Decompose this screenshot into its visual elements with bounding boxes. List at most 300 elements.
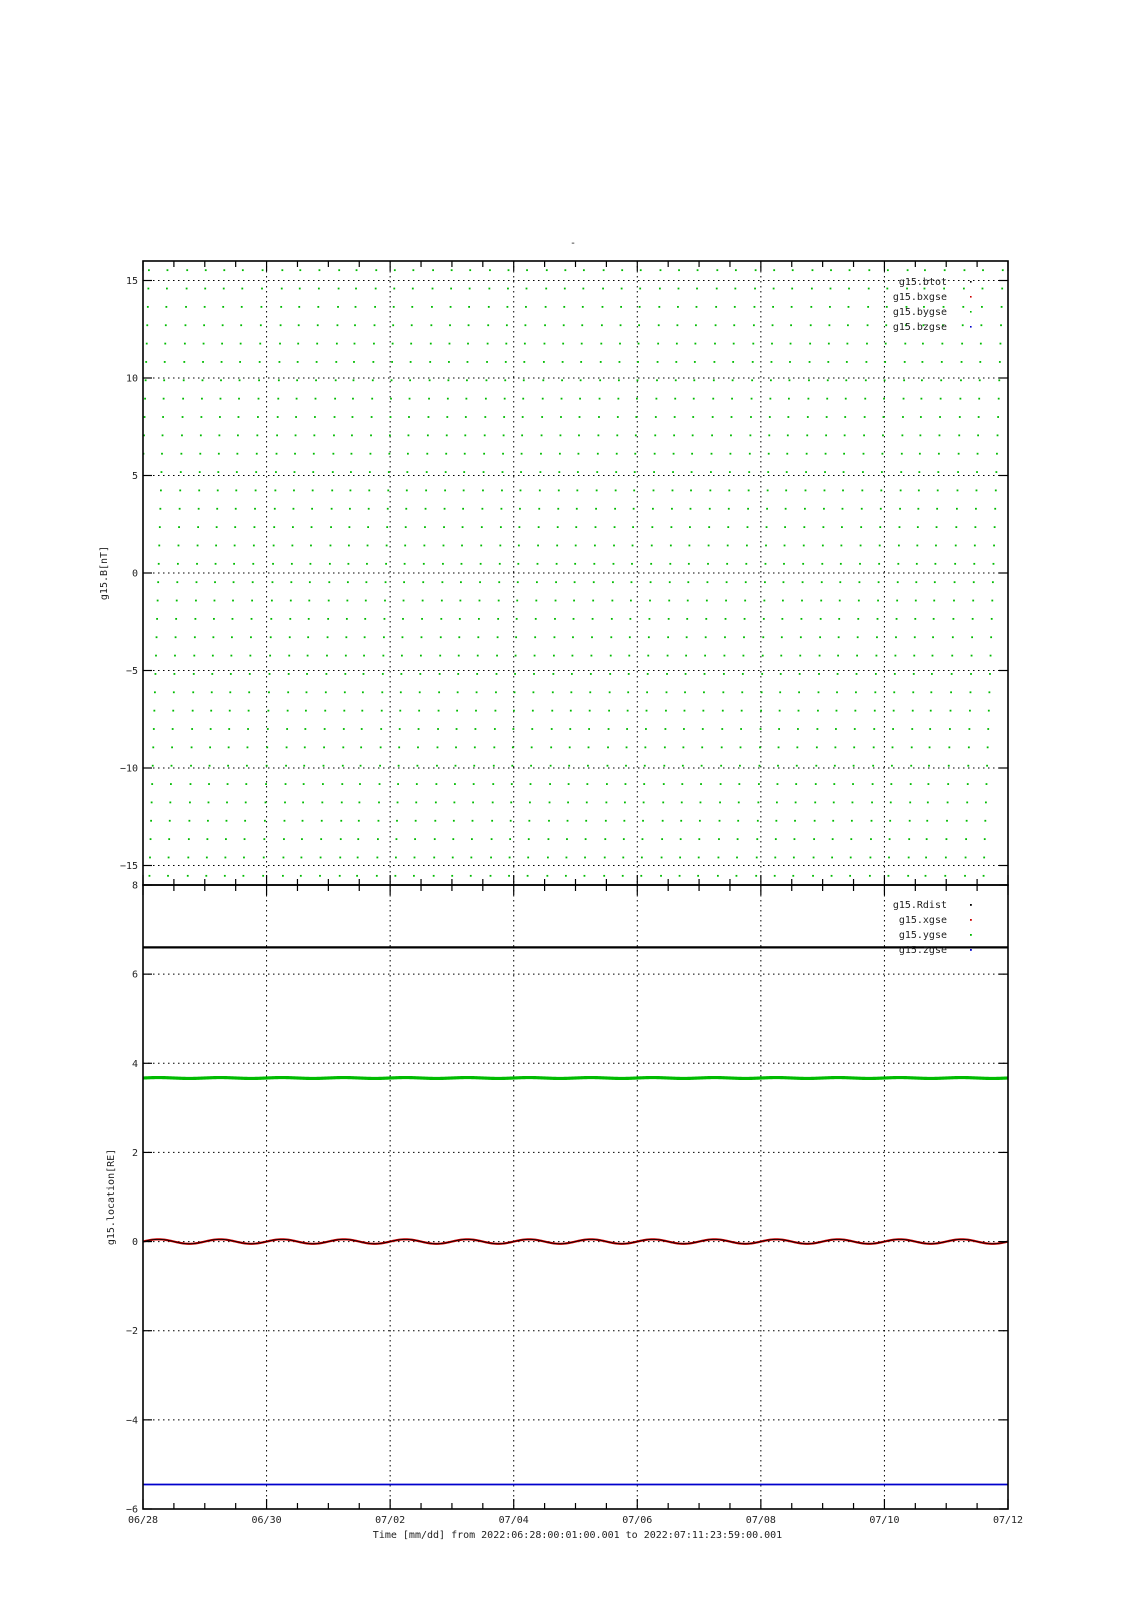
bygse-point bbox=[974, 526, 976, 528]
bottom-y-tick-label: 8 bbox=[131, 880, 138, 892]
bygse-point bbox=[464, 453, 466, 455]
bygse-point bbox=[514, 691, 516, 693]
bygse-point bbox=[341, 802, 343, 804]
bygse-point bbox=[760, 728, 762, 730]
bygse-point bbox=[709, 490, 711, 492]
bygse-point bbox=[409, 398, 411, 400]
bygse-point bbox=[325, 673, 327, 675]
bygse-point bbox=[681, 802, 683, 804]
bygse-point bbox=[591, 636, 593, 638]
bygse-point bbox=[619, 343, 621, 345]
bygse-point bbox=[530, 765, 532, 767]
bygse-point bbox=[896, 600, 898, 602]
bygse-point bbox=[720, 765, 722, 767]
bygse-point bbox=[285, 783, 287, 785]
bygse-point bbox=[895, 655, 897, 657]
bygse-point bbox=[937, 471, 939, 473]
bygse-point bbox=[450, 288, 452, 290]
bygse-point bbox=[832, 838, 834, 840]
bygse-point bbox=[584, 857, 586, 859]
bygse-point bbox=[240, 343, 242, 345]
bygse-point bbox=[594, 545, 596, 547]
bygse-point bbox=[516, 600, 518, 602]
bygse-point bbox=[205, 875, 207, 877]
bygse-point bbox=[149, 857, 151, 859]
bygse-point bbox=[191, 746, 193, 748]
bygse-point bbox=[463, 490, 465, 492]
bygse-point bbox=[678, 269, 680, 271]
bygse-point bbox=[177, 563, 179, 565]
bygse-point bbox=[391, 379, 393, 381]
bygse-point bbox=[904, 343, 906, 345]
bygse-point bbox=[168, 838, 170, 840]
bottom-y-tick-label: 0 bbox=[131, 1237, 138, 1249]
bygse-point bbox=[520, 471, 522, 473]
bygse-point bbox=[907, 875, 909, 877]
bygse-point bbox=[660, 269, 662, 271]
bygse-point bbox=[528, 838, 530, 840]
bygse-point bbox=[595, 526, 597, 528]
bygse-point bbox=[370, 453, 372, 455]
bygse-point bbox=[202, 379, 204, 381]
bygse-point bbox=[1002, 269, 1004, 271]
bygse-point bbox=[492, 783, 494, 785]
bygse-point bbox=[717, 875, 719, 877]
bygse-point bbox=[796, 765, 798, 767]
bygse-point bbox=[149, 875, 151, 877]
bygse-point bbox=[639, 288, 641, 290]
bygse-point bbox=[561, 398, 563, 400]
bygse-point bbox=[469, 269, 471, 271]
bygse-point bbox=[259, 343, 261, 345]
bygse-point bbox=[156, 618, 158, 620]
bygse-point bbox=[938, 453, 940, 455]
bygse-point bbox=[661, 857, 663, 859]
bygse-point bbox=[376, 875, 378, 877]
bygse-point bbox=[694, 361, 696, 363]
bygse-point bbox=[550, 746, 552, 748]
bygse-point bbox=[188, 820, 190, 822]
bygse-point bbox=[936, 526, 938, 528]
bygse-point bbox=[305, 710, 307, 712]
bygse-point bbox=[693, 398, 695, 400]
bygse-point bbox=[775, 838, 777, 840]
bygse-point bbox=[620, 306, 622, 308]
bygse-point bbox=[387, 508, 389, 510]
bygse-point bbox=[217, 490, 219, 492]
bygse-point bbox=[842, 490, 844, 492]
bygse-point bbox=[244, 838, 246, 840]
bygse-point bbox=[405, 508, 407, 510]
bygse-point bbox=[446, 416, 448, 418]
bygse-point bbox=[886, 288, 888, 290]
bygse-point bbox=[264, 820, 266, 822]
bygse-point bbox=[574, 581, 576, 583]
bygse-point bbox=[870, 838, 872, 840]
bygse-point bbox=[597, 453, 599, 455]
bygse-point bbox=[262, 875, 264, 877]
bygse-point bbox=[600, 361, 602, 363]
bygse-point bbox=[229, 710, 231, 712]
bygse-point bbox=[163, 379, 165, 381]
bygse-point bbox=[144, 416, 146, 418]
bygse-point bbox=[770, 379, 772, 381]
bygse-point bbox=[644, 746, 646, 748]
bygse-point bbox=[604, 838, 606, 840]
bygse-point bbox=[637, 361, 639, 363]
bygse-point bbox=[462, 526, 464, 528]
bygse-point bbox=[493, 746, 495, 748]
bygse-point bbox=[926, 820, 928, 822]
bygse-point bbox=[954, 563, 956, 565]
bygse-point bbox=[224, 875, 226, 877]
bygse-point bbox=[291, 545, 293, 547]
bygse-point bbox=[808, 379, 810, 381]
bygse-point bbox=[470, 875, 472, 877]
bygse-point bbox=[249, 655, 251, 657]
bygse-point bbox=[888, 875, 890, 877]
bygse-point bbox=[579, 398, 581, 400]
bygse-point bbox=[589, 710, 591, 712]
bygse-point bbox=[664, 728, 666, 730]
bygse-point bbox=[846, 343, 848, 345]
bygse-point bbox=[649, 618, 651, 620]
bygse-point bbox=[587, 765, 589, 767]
bygse-point bbox=[336, 343, 338, 345]
bygse-point bbox=[312, 490, 314, 492]
bygse-point bbox=[607, 765, 609, 767]
bygse-point bbox=[265, 802, 267, 804]
bygse-point bbox=[539, 471, 541, 473]
bygse-point bbox=[900, 490, 902, 492]
bygse-point bbox=[628, 655, 630, 657]
bygse-point bbox=[602, 306, 604, 308]
bygse-point bbox=[667, 655, 669, 657]
bygse-point bbox=[681, 783, 683, 785]
bygse-point bbox=[468, 324, 470, 326]
bygse-point bbox=[520, 490, 522, 492]
bygse-point bbox=[274, 490, 276, 492]
bygse-point bbox=[241, 306, 243, 308]
bygse-point bbox=[175, 636, 177, 638]
bygse-point bbox=[392, 324, 394, 326]
bygse-point bbox=[413, 875, 415, 877]
bygse-point bbox=[672, 471, 674, 473]
bygse-point bbox=[219, 416, 221, 418]
bygse-point bbox=[198, 508, 200, 510]
bygse-point bbox=[777, 765, 779, 767]
bygse-point bbox=[927, 802, 929, 804]
bygse-point bbox=[522, 416, 524, 418]
bygse-point bbox=[528, 820, 530, 822]
bygse-point bbox=[899, 508, 901, 510]
bygse-point bbox=[351, 434, 353, 436]
bygse-point bbox=[212, 655, 214, 657]
bygse-point bbox=[298, 324, 300, 326]
bygse-point bbox=[849, 875, 851, 877]
bygse-point bbox=[206, 838, 208, 840]
bygse-point bbox=[647, 655, 649, 657]
bygse-point bbox=[731, 398, 733, 400]
bygse-point bbox=[169, 802, 171, 804]
bygse-point bbox=[998, 398, 1000, 400]
bygse-point bbox=[678, 288, 680, 290]
bygse-point bbox=[962, 306, 964, 308]
x-tick-labels bbox=[128, 1515, 1023, 1526]
bygse-point bbox=[324, 710, 326, 712]
bygse-point bbox=[421, 636, 423, 638]
bygse-point bbox=[673, 453, 675, 455]
bygse-point bbox=[626, 728, 628, 730]
bygse-point bbox=[504, 379, 506, 381]
bygse-point bbox=[961, 361, 963, 363]
bygse-point bbox=[170, 783, 172, 785]
bygse-point bbox=[152, 765, 154, 767]
bygse-point bbox=[344, 691, 346, 693]
bygse-point bbox=[880, 490, 882, 492]
bygse-point bbox=[155, 673, 157, 675]
bygse-point bbox=[669, 563, 671, 565]
bygse-point bbox=[255, 471, 257, 473]
bygse-point bbox=[217, 471, 219, 473]
bygse-point bbox=[412, 269, 414, 271]
bygse-point bbox=[854, 710, 856, 712]
bygse-point bbox=[437, 728, 439, 730]
bygse-point bbox=[426, 453, 428, 455]
top-legend-label: g15.bygse bbox=[892, 307, 947, 318]
bygse-point bbox=[685, 655, 687, 657]
bygse-point bbox=[299, 288, 301, 290]
bygse-point bbox=[773, 269, 775, 271]
bygse-point bbox=[596, 490, 598, 492]
bygse-point bbox=[340, 820, 342, 822]
bygse-point bbox=[241, 288, 243, 290]
bygse-point bbox=[618, 379, 620, 381]
bygse-point bbox=[933, 600, 935, 602]
bygse-point bbox=[875, 673, 877, 675]
bygse-point bbox=[720, 783, 722, 785]
bygse-point bbox=[261, 288, 263, 290]
bygse-point bbox=[503, 416, 505, 418]
bygse-point bbox=[375, 269, 377, 271]
bygse-point bbox=[401, 655, 403, 657]
bygse-point bbox=[288, 673, 290, 675]
bygse-point bbox=[472, 820, 474, 822]
bygse-point bbox=[740, 746, 742, 748]
bygse-point bbox=[771, 361, 773, 363]
bygse-point bbox=[671, 508, 673, 510]
bygse-point bbox=[764, 581, 766, 583]
bygse-point bbox=[516, 618, 518, 620]
bygse-point bbox=[816, 746, 818, 748]
bygse-point bbox=[164, 361, 166, 363]
bygse-point bbox=[981, 306, 983, 308]
bygse-point bbox=[498, 600, 500, 602]
bygse-point bbox=[535, 600, 537, 602]
bygse-point bbox=[488, 306, 490, 308]
bygse-point bbox=[982, 269, 984, 271]
bygse-point bbox=[732, 379, 734, 381]
bygse-point bbox=[532, 710, 534, 712]
bygse-point bbox=[238, 416, 240, 418]
bygse-point bbox=[743, 655, 745, 657]
bygse-point bbox=[245, 783, 247, 785]
bygse-point bbox=[873, 728, 875, 730]
bottom-data-layer bbox=[143, 947, 1008, 1484]
bygse-point bbox=[238, 398, 240, 400]
bygse-point bbox=[286, 746, 288, 748]
bygse-point bbox=[351, 453, 353, 455]
bygse-point bbox=[791, 288, 793, 290]
bottom-legend-label: g15.zgse bbox=[898, 945, 947, 956]
bygse-point bbox=[852, 783, 854, 785]
bygse-point bbox=[693, 379, 695, 381]
bygse-point bbox=[833, 802, 835, 804]
bygse-point bbox=[319, 269, 321, 271]
bygse-point bbox=[227, 783, 229, 785]
bygse-point bbox=[159, 526, 161, 528]
bygse-point bbox=[267, 728, 269, 730]
bygse-point bbox=[918, 471, 920, 473]
bygse-point bbox=[459, 618, 461, 620]
bygse-point bbox=[272, 563, 274, 565]
bygse-point bbox=[914, 636, 916, 638]
bygse-point bbox=[761, 673, 763, 675]
bygse-point bbox=[721, 728, 723, 730]
bygse-point bbox=[176, 600, 178, 602]
bygse-point bbox=[745, 581, 747, 583]
bygse-point bbox=[826, 416, 828, 418]
bygse-point bbox=[957, 471, 959, 473]
bottom-y-tick-label: −2 bbox=[125, 1326, 138, 1338]
bygse-point bbox=[211, 673, 213, 675]
bygse-point bbox=[809, 361, 811, 363]
bygse-point bbox=[463, 471, 465, 473]
bygse-point bbox=[973, 563, 975, 565]
bygse-point bbox=[205, 269, 207, 271]
bygse-point bbox=[757, 802, 759, 804]
bygse-point bbox=[294, 453, 296, 455]
bygse-point bbox=[523, 379, 525, 381]
bygse-point bbox=[891, 765, 893, 767]
bygse-point bbox=[549, 802, 551, 804]
bygse-point bbox=[492, 802, 494, 804]
bygse-point bbox=[658, 324, 660, 326]
bygse-point bbox=[200, 416, 202, 418]
bygse-point bbox=[780, 655, 782, 657]
bygse-point bbox=[582, 306, 584, 308]
bygse-point bbox=[476, 673, 478, 675]
bygse-point bbox=[494, 728, 496, 730]
bygse-point bbox=[726, 581, 728, 583]
bygse-point bbox=[846, 361, 848, 363]
bygse-point bbox=[679, 857, 681, 859]
bygse-point bbox=[281, 269, 283, 271]
bygse-point bbox=[816, 728, 818, 730]
bygse-point bbox=[477, 636, 479, 638]
bygse-point bbox=[301, 838, 303, 840]
bygse-point bbox=[963, 288, 965, 290]
bygse-point bbox=[546, 875, 548, 877]
bygse-point bbox=[505, 343, 507, 345]
bygse-point bbox=[728, 490, 730, 492]
bottom-legend-swatch bbox=[970, 949, 972, 951]
bygse-point bbox=[540, 453, 542, 455]
bygse-point bbox=[573, 618, 575, 620]
bygse-point bbox=[208, 802, 210, 804]
bygse-point bbox=[617, 416, 619, 418]
bygse-point bbox=[940, 398, 942, 400]
bygse-point bbox=[221, 343, 223, 345]
bygse-point bbox=[586, 783, 588, 785]
bygse-point bbox=[785, 490, 787, 492]
bygse-point bbox=[319, 875, 321, 877]
bygse-point bbox=[365, 600, 367, 602]
bygse-point bbox=[663, 783, 665, 785]
top-grid bbox=[143, 261, 1008, 885]
bygse-point bbox=[297, 343, 299, 345]
bygse-point bbox=[664, 746, 666, 748]
bygse-point bbox=[433, 857, 435, 859]
bygse-point bbox=[560, 434, 562, 436]
bygse-point bbox=[194, 618, 196, 620]
bygse-point bbox=[444, 490, 446, 492]
bygse-point bbox=[173, 691, 175, 693]
bygse-point bbox=[945, 857, 947, 859]
bygse-point bbox=[570, 710, 572, 712]
bygse-point bbox=[572, 636, 574, 638]
bygse-point bbox=[653, 490, 655, 492]
bygse-point bbox=[323, 765, 325, 767]
bygse-point bbox=[473, 783, 475, 785]
bygse-point bbox=[490, 857, 492, 859]
bygse-point bbox=[326, 655, 328, 657]
bygse-point bbox=[144, 398, 146, 400]
bygse-point bbox=[893, 691, 895, 693]
bygse-point bbox=[902, 416, 904, 418]
bygse-point bbox=[868, 288, 870, 290]
bygse-point bbox=[549, 783, 551, 785]
bygse-point bbox=[576, 508, 578, 510]
bygse-point bbox=[220, 379, 222, 381]
bygse-point bbox=[603, 269, 605, 271]
bygse-point bbox=[159, 508, 161, 510]
bygse-point bbox=[696, 288, 698, 290]
top-legend-label: g15.bxgse bbox=[892, 292, 947, 303]
bygse-point bbox=[990, 636, 992, 638]
bygse-point bbox=[527, 875, 529, 877]
bygse-point bbox=[346, 600, 348, 602]
top-legend-label: g15.bzgse bbox=[892, 322, 947, 333]
bygse-point bbox=[615, 471, 617, 473]
bygse-point bbox=[335, 379, 337, 381]
bygse-point bbox=[529, 802, 531, 804]
bygse-point bbox=[352, 398, 354, 400]
bygse-point bbox=[194, 636, 196, 638]
bygse-point bbox=[316, 343, 318, 345]
bygse-point bbox=[394, 269, 396, 271]
bygse-point bbox=[908, 838, 910, 840]
bygse-point bbox=[690, 508, 692, 510]
bygse-point bbox=[596, 471, 598, 473]
bygse-point bbox=[300, 875, 302, 877]
bygse-point bbox=[977, 434, 979, 436]
bygse-point bbox=[566, 857, 568, 859]
bygse-point bbox=[538, 526, 540, 528]
bygse-point bbox=[334, 416, 336, 418]
bygse-point bbox=[303, 765, 305, 767]
bygse-point bbox=[247, 746, 249, 748]
